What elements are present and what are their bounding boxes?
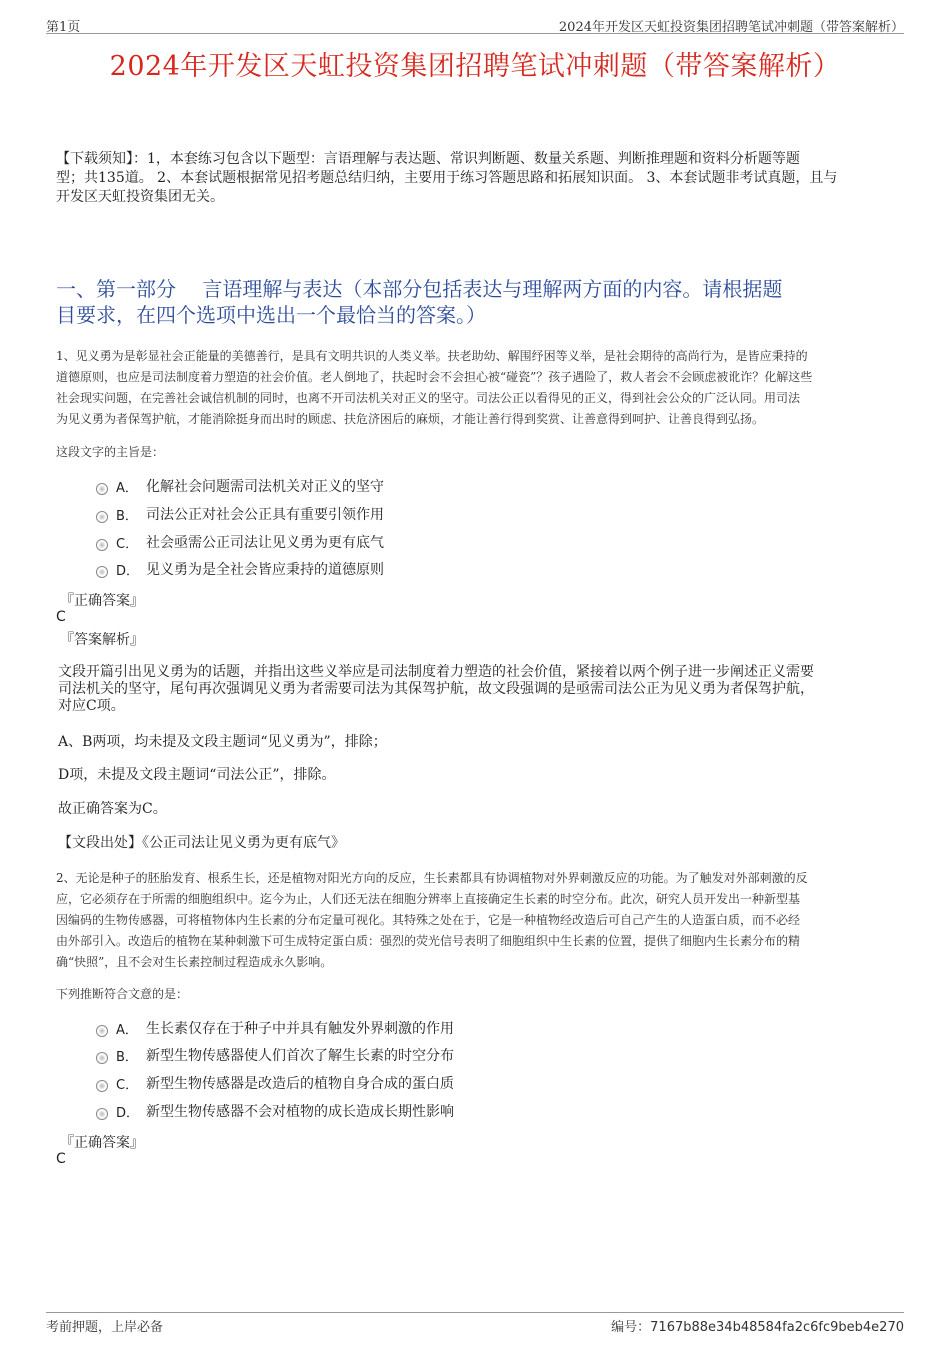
footer-slogan: 考前押题，上岸必备 [46, 1320, 164, 1335]
radio-button-icon[interactable] [96, 511, 108, 523]
passage-line: 1、见义勇为是彰显社会正能量的美德善行，是具有文明共识的人类义举。扶老助幼、解围纾困等义举，是社会期待的高尚行为，是皆应秉持的 [56, 349, 808, 363]
correct-answer-value: C [56, 1151, 66, 1167]
analysis-line: 司法机关的坚守，尾句再次强调见义勇为者需要司法为其保驾护航，故文段强调的是亟需司法公正为见义勇为者保驾护航， [58, 681, 814, 697]
passage-line: 2、无论是种子的胚胎发育、根系生长，还是植物对阳光方向的反应，生长素都具有协调植物对外界刺激反应的功能。为了触发对外部刺激的反 [56, 871, 808, 885]
analysis-paragraph: 故正确答案为C。 [58, 801, 167, 817]
document-code [611, 1316, 904, 1335]
document-code-label: 编号： [611, 1320, 651, 1335]
notice-line: 型；共135道。 2、本套试题根据常见招考题总结归纳，主要用于练习答题思路和拓展知识面。 3、本套试题非考试真题，且与 [56, 170, 838, 186]
notice-line: 【下载须知】：1，本套练习包含以下题型：言语理解与表达题、常识判断题、数量关系题、判断推理题和资料分析题等题 [56, 151, 800, 167]
option-text: 新型生物传感器不会对植物的成长造成长期性影响 [146, 1104, 454, 1120]
radio-button-icon[interactable] [96, 1108, 108, 1120]
passage-line: 因编码的生物传感器，可将植物体内生长素的分布定量可视化。其特殊之处在于，它是一种植物经改造后可自己产生的人造蛋白质，而不必经 [56, 913, 801, 927]
analysis-line: 文段开篇引出见义勇为的话题，并指出这些义举应是司法制度着力塑造的社会价值，紧接着以两个例子进一步阐述正义需要 [58, 664, 814, 680]
correct-answer-label: 『正确答案』 [60, 593, 144, 609]
analysis-paragraph: A、B两项，均未提及文段主题词“见义勇为”，排除； [58, 734, 387, 750]
passage-line: 为见义勇为者保驾护航，才能消除挺身而出时的顾虑、扶危济困后的麻烦，才能让善行得到奖赏、让善意得到呵护、让善良得到弘扬。 [56, 412, 765, 426]
radio-button-icon[interactable] [96, 483, 108, 495]
passage-source: 【文段出处】《公正司法让见义勇为更有底气》 [58, 835, 345, 851]
analysis-paragraph: D项，未提及文段主题词“司法公正”，排除。 [58, 767, 336, 783]
radio-button-icon[interactable] [96, 539, 108, 551]
download-notice [56, 150, 901, 207]
radio-button-icon[interactable] [96, 1025, 108, 1037]
option-letter: D． [116, 563, 140, 579]
analysis-paragraph [58, 664, 898, 715]
option-letter: A． [116, 480, 138, 496]
radio-button-icon[interactable] [96, 1052, 108, 1064]
radio-button-icon[interactable] [96, 566, 108, 578]
header-doc-title: 2024年开发区天虹投资集团招聘笔试冲刺题（带答案解析） [558, 20, 904, 35]
passage-line: 确“快照”，且不会对生长素控制过程造成永久影响。 [56, 955, 333, 969]
section-heading [56, 276, 906, 328]
correct-answer-value: C [56, 609, 66, 625]
question-2-passage [56, 868, 901, 973]
option-text: 新型生物传感器是改造后的植物自身合成的蛋白质 [146, 1076, 454, 1092]
section-heading-line: 目要求，在四个选项中选出一个最恰当的答案。） [56, 303, 486, 327]
document-title: 2024年开发区天虹投资集团招聘笔试冲刺题（带答案解析） [109, 51, 841, 82]
question-2-option-d[interactable] [96, 1100, 454, 1122]
option-letter: A． [116, 1022, 138, 1038]
analysis-label: 『答案解析』 [60, 632, 144, 648]
question-2-option-c[interactable] [96, 1072, 454, 1094]
question-2-option-b[interactable] [96, 1044, 454, 1066]
passage-line: 应，它必须存在于所需的细胞组织中。迄今为止，人们还无法在细胞分辨率上直接确定生长素的时空分布。此次，研究人员开发出一种新型基 [56, 892, 801, 906]
passage-line: 社会现实问题，在完善社会诚信机制的同时，也离不开司法机关对正义的坚守。司法公正以看得见的正义，得到社会公众的广泛认同。用司法 [56, 391, 801, 405]
option-letter: B． [116, 508, 138, 524]
passage-line: 由外部引入。改造后的植物在某种刺激下可生成特定蛋白质：强烈的荧光信号表明了细胞组织中生长素的位置，提供了细胞内生长素分布的精 [56, 934, 801, 948]
section-heading-line: 一、第一部分 言语理解与表达（本部分包括表达与理解两方面的内容。请根据题 [56, 277, 783, 301]
notice-line: 开发区天虹投资集团无关。 [56, 189, 224, 205]
question-1-passage [56, 346, 901, 430]
option-text: 化解社会问题需司法机关对正义的坚守 [146, 479, 384, 495]
option-text: 见义勇为是全社会皆应秉持的道德原则 [146, 562, 384, 578]
question-1-prompt: 这段文字的主旨是： [56, 445, 165, 459]
option-letter: D． [116, 1105, 140, 1121]
radio-button-icon[interactable] [96, 1080, 108, 1092]
question-1-option-a[interactable] [96, 475, 384, 497]
page-footer [46, 1312, 904, 1336]
option-letter: C． [116, 1077, 139, 1093]
passage-line: 道德原则，也应是司法制度着力塑造的社会价值。老人倒地了，扶起时会不会担心被“碰瓷”？孩子遇险了，救人者会不会顾虑被讹诈？化解这些 [56, 370, 813, 384]
page-number: 第1页 [46, 20, 81, 35]
option-text: 生长素仅存在于种子中并具有触发外界刺激的作用 [146, 1021, 454, 1037]
document-code-value: 7167b88e34b48584fa2c6fc9beb4e270 [650, 1320, 904, 1335]
question-1-option-d[interactable] [96, 558, 384, 580]
analysis-line: 对应C项。 [58, 698, 125, 714]
option-text: 司法公正对社会公正具有重要引领作用 [146, 507, 384, 523]
question-1-option-b[interactable] [96, 503, 384, 525]
correct-answer-label: 『正确答案』 [60, 1135, 144, 1151]
option-letter: B． [116, 1049, 138, 1065]
option-text: 新型生物传感器使人们首次了解生长素的时空分布 [146, 1048, 454, 1064]
question-2-prompt: 下列推断符合文意的是： [56, 987, 189, 1001]
option-text: 社会亟需公正司法让见义勇为更有底气 [146, 535, 384, 551]
page-header [46, 14, 904, 34]
question-1-option-c[interactable] [96, 531, 384, 553]
question-2-option-a[interactable] [96, 1017, 454, 1039]
option-letter: C． [116, 536, 139, 552]
